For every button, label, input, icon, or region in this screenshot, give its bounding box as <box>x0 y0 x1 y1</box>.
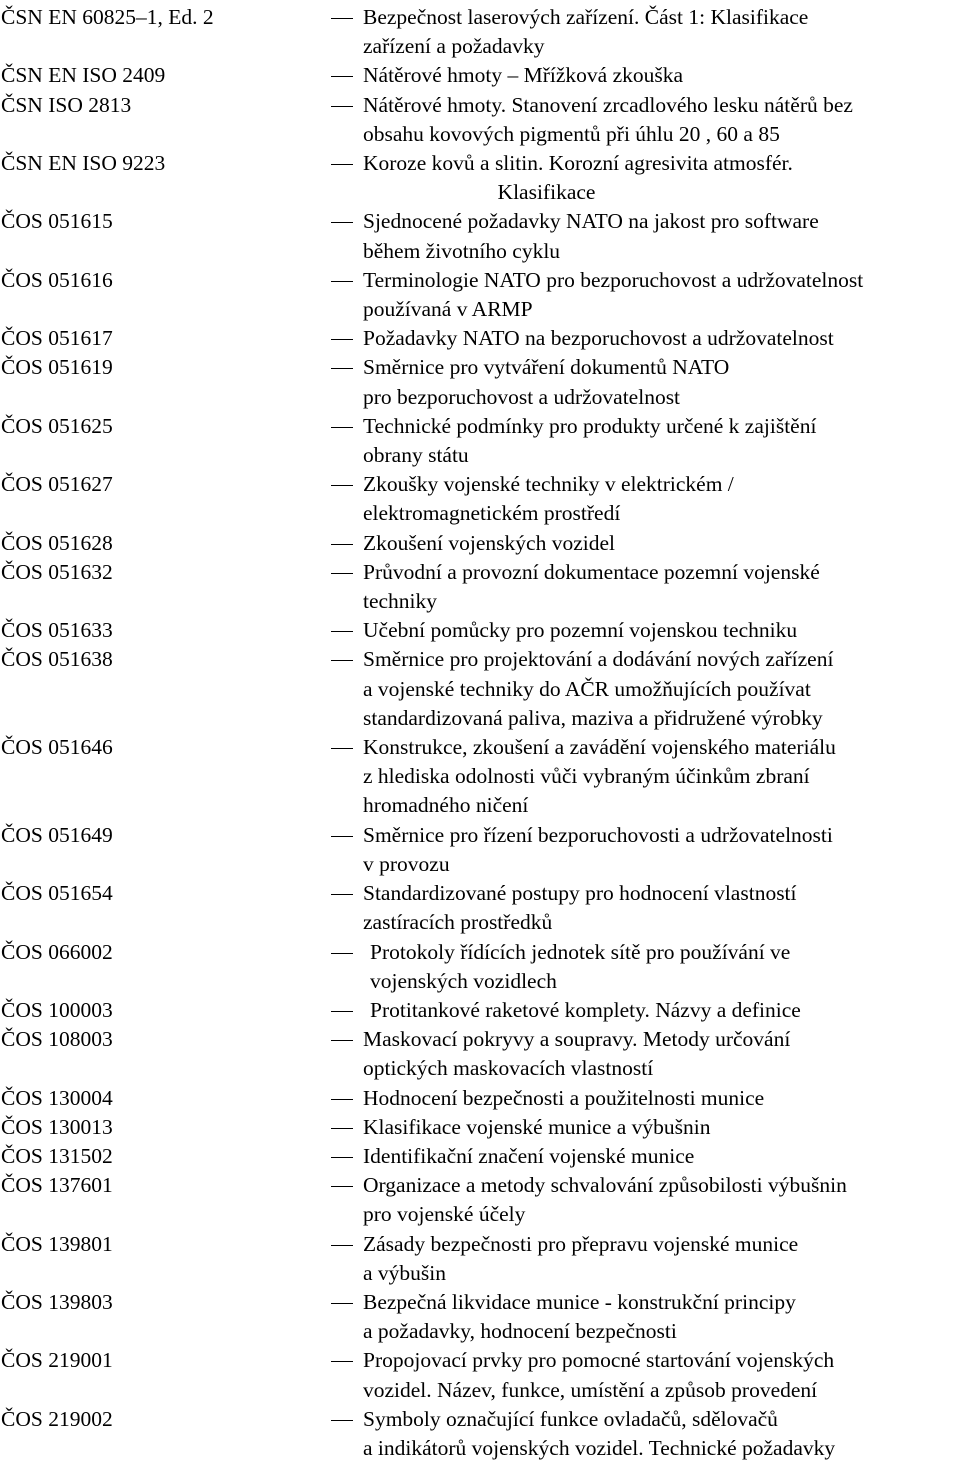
standard-entry <box>0 1171 960 1229</box>
standard-code: ČOS 139801 <box>1 1231 113 1256</box>
standard-title-line: Směrnice pro vytváření dokumentů NATO <box>363 355 730 380</box>
standard-code: ČOS 051633 <box>1 618 113 643</box>
standard-title-line: Identifikační značení vojenské munice <box>363 1143 695 1168</box>
standard-entry <box>0 412 960 470</box>
dash-separator <box>330 1025 363 1054</box>
dash-separator <box>330 207 363 236</box>
standard-code: ČOS 051619 <box>1 355 113 380</box>
standard-title <box>363 938 960 996</box>
standard-title-line: Hodnocení bezpečnosti a použitelnosti munice <box>363 1085 765 1110</box>
standard-title <box>363 616 960 645</box>
standard-title-line: v provozu <box>363 851 450 876</box>
standard-title-line: Průvodní a provozní dokumentace pozemní vojenské <box>363 559 820 584</box>
standard-code: ČOS 219002 <box>1 1406 113 1431</box>
standard-entry <box>0 3 960 61</box>
dash-separator <box>330 1142 363 1171</box>
standard-title <box>363 1405 960 1463</box>
standard-entry <box>0 91 960 149</box>
standard-title-line: Zkoušky vojenské techniky v elektrickém / <box>363 472 734 497</box>
standard-title-line: Organizace a metody schvalování způsobilosti výbušnin <box>363 1173 847 1198</box>
standard-title-line: Symboly označující funkce ovladačů, sdělovačů <box>363 1406 778 1431</box>
standard-title <box>363 1113 960 1142</box>
dash-separator <box>330 938 363 967</box>
dash-separator <box>330 149 363 178</box>
standard-title-line: Bezpečnost laserových zařízení. Část 1: Klasifikace <box>363 5 809 29</box>
standard-title-line: pro vojenské účely <box>363 1202 526 1227</box>
standard-code: ČOS 051649 <box>1 822 113 847</box>
dash-separator <box>330 616 363 645</box>
standard-entry <box>0 207 960 265</box>
standard-title-line: Sjednocené požadavky NATO na jakost pro software <box>363 209 819 234</box>
dash-separator <box>330 91 363 120</box>
standard-title-line: Propojovací prvky pro pomocné startování vojenských <box>363 1348 835 1373</box>
dash-separator <box>330 3 363 32</box>
standard-entry <box>0 821 960 879</box>
standard-title-line: Protokoly řídících jednotek sítě pro používání ve <box>370 939 791 964</box>
standard-title-line: pro bezporuchovost a udržovatelnost <box>363 384 681 409</box>
standard-title <box>363 91 960 149</box>
standard-entry <box>0 61 960 90</box>
standard-code: ČOS 137601 <box>1 1173 113 1198</box>
standard-title-line: Směrnice pro projektování a dodávání nových zařízení <box>363 647 834 672</box>
standard-code: ČOS 051627 <box>1 472 113 497</box>
standard-title-line: standardizovaná paliva, maziva a přidružené výrobky <box>363 705 823 730</box>
standard-title-line: Nátěrové hmoty. Stanovení zrcadlového lesku nátěrů bez <box>363 92 853 117</box>
standard-title <box>363 645 960 733</box>
standard-code: ČOS 051638 <box>1 647 113 672</box>
standard-title-line: a indikátorů vojenských vozidel. Technické požadavky <box>363 1435 836 1460</box>
standard-title <box>363 353 960 411</box>
standard-title-line: Technické podmínky pro produkty určené k zajištění <box>363 413 817 438</box>
standard-entry <box>0 1346 960 1404</box>
standard-title-line: zařízení a požadavky <box>363 34 545 59</box>
standard-title <box>363 149 960 207</box>
standard-title <box>363 3 960 61</box>
standard-title <box>363 61 960 90</box>
standard-title-line: obsahu kovových pigmentů při úhlu 20 , 60 a 85 <box>363 121 780 146</box>
dash-separator <box>330 1084 363 1113</box>
dash-separator <box>330 529 363 558</box>
standard-entry <box>0 1288 960 1346</box>
standard-code: ČSN EN ISO 2409 <box>1 63 166 88</box>
standard-title <box>363 324 960 353</box>
standard-title-line: zastíracích prostředků <box>363 910 553 935</box>
standard-code: ČOS 051646 <box>1 735 113 760</box>
standard-code: ČOS 051628 <box>1 530 113 555</box>
standard-entry <box>0 1230 960 1288</box>
standard-entry <box>0 529 960 558</box>
standard-code: ČOS 051654 <box>1 881 113 906</box>
standard-title <box>363 996 960 1025</box>
standard-title-line: Konstrukce, zkoušení a zavádění vojenského materiálu <box>363 735 836 760</box>
dash-separator <box>330 412 363 441</box>
dash-separator <box>330 353 363 382</box>
dash-separator <box>330 1171 363 1200</box>
standard-title <box>363 1230 960 1288</box>
dash-separator <box>330 266 363 295</box>
standard-code: ČOS 108003 <box>1 1027 113 1052</box>
standard-title <box>363 1142 960 1171</box>
standard-code: ČSN EN ISO 9223 <box>1 151 166 176</box>
standard-title-line: vojenských vozidlech <box>370 968 557 993</box>
standard-entry <box>0 266 960 324</box>
standard-title <box>363 1171 960 1229</box>
standard-code: ČOS 130004 <box>1 1085 113 1110</box>
dash-separator <box>330 61 363 90</box>
standard-entry <box>0 558 960 616</box>
standard-title-line: a výbušin <box>363 1260 447 1285</box>
standard-code: ČOS 051615 <box>1 209 113 234</box>
standard-entry <box>0 938 960 996</box>
standard-title-line: Standardizované postupy pro hodnocení vlastností <box>363 881 797 906</box>
standard-title <box>363 879 960 937</box>
standard-title-line: vozidel. Název, funkce, umístění a způsob provedení <box>363 1377 818 1402</box>
dash-separator <box>330 470 363 499</box>
standard-title <box>363 1084 960 1113</box>
standard-title-line: Terminologie NATO pro bezporuchovost a udržovatelnost <box>363 267 864 292</box>
dash-separator <box>330 1230 363 1259</box>
standard-entry <box>0 1025 960 1083</box>
standard-title <box>363 558 960 616</box>
dash-separator <box>330 733 363 762</box>
standard-entry <box>0 470 960 528</box>
dash-separator <box>330 1405 363 1434</box>
standard-code: ČSN EN 60825–1, Ed. 2 <box>1 5 214 29</box>
standard-title-line: Koroze kovů a slitin. Korozní agresivita atmosfér. <box>363 151 793 176</box>
standard-title-line: Zkoušení vojenských vozidel <box>363 530 615 555</box>
standard-title-line: techniky <box>363 589 438 614</box>
standard-code: ČOS 100003 <box>1 997 113 1022</box>
standard-title-line: Nátěrové hmoty – Mřížková zkouška <box>363 63 684 88</box>
standard-title <box>363 266 960 324</box>
standard-entry <box>0 996 960 1025</box>
standard-title-line: Požadavky NATO na bezporuchovost a udržovatelnost <box>363 326 834 351</box>
standard-title <box>363 1346 960 1404</box>
standard-title-line: elektromagnetickém prostředí <box>363 501 621 526</box>
standard-title-line: Bezpečná likvidace munice - konstrukční principy <box>363 1289 796 1314</box>
standard-title-line: Protitankové raketové komplety. Názvy a definice <box>370 997 801 1022</box>
standard-entry <box>0 324 960 353</box>
standard-title <box>363 412 960 470</box>
dash-separator <box>330 1288 363 1317</box>
standard-title-line: používaná v ARMP <box>363 297 533 322</box>
standards-list <box>0 3 960 1463</box>
standard-code: ČOS 051617 <box>1 326 113 351</box>
standard-title <box>363 733 960 821</box>
standard-title-line: během životního cyklu <box>363 238 561 263</box>
standard-title-line: Maskovací pokryvy a soupravy. Metody určování <box>363 1027 791 1052</box>
standard-title <box>363 1288 960 1346</box>
dash-separator <box>330 821 363 850</box>
standard-code: ČOS 131502 <box>1 1143 113 1168</box>
standard-title-line: z hlediska odolnosti vůči vybraným účinkům zbraní <box>363 764 810 789</box>
standard-entry <box>0 1084 960 1113</box>
standard-title-line: Klasifikace <box>497 180 596 205</box>
standard-title <box>363 1025 960 1083</box>
standard-title-line: Zásady bezpečnosti pro přepravu vojenské munice <box>363 1231 799 1256</box>
standard-title <box>363 470 960 528</box>
standard-title-line: Klasifikace vojenské munice a výbušnin <box>363 1114 711 1139</box>
standard-code: ČOS 219001 <box>1 1348 113 1373</box>
standard-entry <box>0 353 960 411</box>
standard-entry <box>0 733 960 821</box>
standard-title-line: hromadného ničení <box>363 793 529 818</box>
standard-title <box>363 529 960 558</box>
standard-entry <box>0 645 960 733</box>
standard-title-line: a požadavky, hodnocení bezpečnosti <box>363 1319 677 1344</box>
standard-code: ČSN ISO 2813 <box>1 92 132 117</box>
standard-entry <box>0 1405 960 1463</box>
dash-separator <box>330 324 363 353</box>
dash-separator <box>330 996 363 1025</box>
standard-code: ČOS 066002 <box>1 939 113 964</box>
standard-code: ČOS 139803 <box>1 1289 113 1314</box>
standard-title-line: Učební pomůcky pro pozemní vojenskou techniku <box>363 618 798 643</box>
standard-code: ČOS 051625 <box>1 413 113 438</box>
standard-title-line: a vojenské techniky do AČR umožňujících používat <box>363 676 811 701</box>
dash-separator <box>330 879 363 908</box>
dash-separator <box>330 1113 363 1142</box>
standard-entry <box>0 149 960 207</box>
standard-title-line: Směrnice pro řízení bezporuchovosti a udržovatelnosti <box>363 822 833 847</box>
dash-separator <box>330 558 363 587</box>
standard-code: ČOS 051616 <box>1 267 113 292</box>
dash-separator <box>330 645 363 674</box>
standard-title <box>363 821 960 879</box>
dash-separator <box>330 1346 363 1375</box>
standard-entry <box>0 1142 960 1171</box>
standard-entry <box>0 1113 960 1142</box>
standard-title-line: obrany státu <box>363 443 469 468</box>
standard-title-line: optických maskovacích vlastností <box>363 1056 654 1081</box>
standard-entry <box>0 879 960 937</box>
standard-code: ČOS 051632 <box>1 559 113 584</box>
standard-entry <box>0 616 960 645</box>
standard-title <box>363 207 960 265</box>
standard-code: ČOS 130013 <box>1 1114 113 1139</box>
